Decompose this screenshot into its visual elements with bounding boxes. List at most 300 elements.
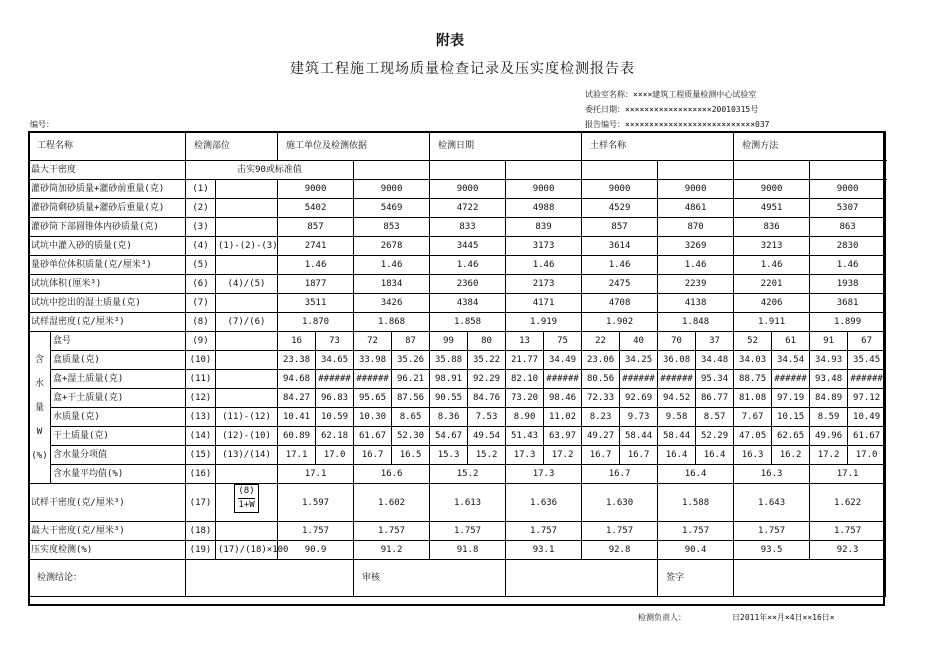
moisture-row-value: 82.10 xyxy=(506,370,544,389)
moisture-row-value: 34.49 xyxy=(544,351,582,370)
std-row-formula xyxy=(216,180,278,199)
moisture-average-value: 16.3 xyxy=(734,465,810,484)
compaction-index: (19) xyxy=(186,541,216,560)
std-row-value: 1.870 xyxy=(278,313,354,332)
moisture-row-value: 99 xyxy=(430,332,468,351)
std-row-value: 2475 xyxy=(582,275,658,294)
moisture-row-value: 35.88 xyxy=(430,351,468,370)
moisture-row-value: ###### xyxy=(848,370,886,389)
moisture-row-value: 11.02 xyxy=(544,408,582,427)
std-row xyxy=(29,256,886,275)
std-row-value: 3445 xyxy=(430,237,506,256)
moisture-row-label: 盒+湿土质量(克) xyxy=(51,370,186,389)
std-row-value: 1.899 xyxy=(810,313,886,332)
moisture-row-value: 13 xyxy=(506,332,544,351)
std-row-value: 5402 xyxy=(278,199,354,218)
moisture-row-value: 8.65 xyxy=(392,408,430,427)
std-row-value: 9000 xyxy=(430,180,506,199)
moisture-row-value: ###### xyxy=(354,370,392,389)
moisture-row-value: 98.46 xyxy=(544,389,582,408)
moisture-average-index: (16) xyxy=(186,465,216,484)
std-row-value: 853 xyxy=(354,218,430,237)
moisture-row-value: 21.77 xyxy=(506,351,544,370)
moisture-row-value: ###### xyxy=(620,370,658,389)
moisture-row-index: (9) xyxy=(186,332,216,351)
std-row-value: 836 xyxy=(734,218,810,237)
std-row-index: (5) xyxy=(186,256,216,275)
moisture-row-value: 91 xyxy=(810,332,848,351)
moisture-row-value: ###### xyxy=(772,370,810,389)
moisture-row-value: 58.44 xyxy=(620,427,658,446)
std-row-value: 1.919 xyxy=(506,313,582,332)
moisture-row-value: 34.48 xyxy=(696,351,734,370)
std-row-value: 1834 xyxy=(354,275,430,294)
moisture-row-value: 10.15 xyxy=(772,408,810,427)
max-value: 1.757 xyxy=(582,522,658,541)
moisture-row-value: 16.7 xyxy=(620,446,658,465)
std-row-value: 3614 xyxy=(582,237,658,256)
fraction-denominator: 1+W xyxy=(238,500,255,510)
compaction-value: 92.8 xyxy=(582,541,658,560)
footer-sign-value xyxy=(734,560,886,597)
std-row-label: 试坑中挖出的湿土质量(克) xyxy=(29,294,186,313)
std-row-label: 试样湿密度(克/厘米³) xyxy=(29,313,186,332)
footer-review-value xyxy=(506,560,658,597)
moisture-side-char: (%) xyxy=(31,450,48,461)
header-right-line-2: 委托日期：××××××××××××××××××20010315号 xyxy=(585,105,759,114)
std-row-formula xyxy=(216,294,278,313)
moisture-row-value: 70 xyxy=(658,332,696,351)
moisture-row-value: 73 xyxy=(316,332,354,351)
moisture-row-value: 17.0 xyxy=(316,446,354,465)
moisture-row-value: 16.3 xyxy=(734,446,772,465)
document-title: 建筑工程施工现场质量检查记录及压实度检测报告表 xyxy=(290,61,635,77)
moisture-row xyxy=(29,351,886,370)
moisture-row-value: 34.93 xyxy=(810,351,848,370)
std-row-value: 3173 xyxy=(506,237,582,256)
moisture-row-value: ###### xyxy=(658,370,696,389)
moisture-row-value: 80.56 xyxy=(582,370,620,389)
row0-value: 击实90或标准值 xyxy=(186,161,354,180)
moisture-row-value: 58.44 xyxy=(658,427,696,446)
max-value: 1.757 xyxy=(658,522,734,541)
dry-density-formula xyxy=(216,484,278,522)
moisture-row-label: 盒号 xyxy=(51,332,186,351)
std-row-value: 2678 xyxy=(354,237,430,256)
header-soil-name: 土样名称 xyxy=(582,132,734,161)
max-value: 1.757 xyxy=(354,522,430,541)
std-row-value: 9000 xyxy=(582,180,658,199)
moisture-row-value: 93.48 xyxy=(810,370,848,389)
max-value: 1.757 xyxy=(506,522,582,541)
moisture-average-value: 15.2 xyxy=(430,465,506,484)
std-row-formula: (7)/(6) xyxy=(216,313,278,332)
max-index: (18) xyxy=(186,522,216,541)
std-row-label: 灌砂筒剩砂质量+灌砂后重量(克) xyxy=(29,199,186,218)
moisture-row-value: 51.43 xyxy=(506,427,544,446)
std-row-value: 4171 xyxy=(506,294,582,313)
std-row-value: 2239 xyxy=(658,275,734,294)
moisture-side-char: 含 xyxy=(34,354,44,365)
moisture-row-value: 62.65 xyxy=(772,427,810,446)
std-row-value: 833 xyxy=(430,218,506,237)
moisture-row-value: 96.21 xyxy=(392,370,430,389)
moisture-row-value: 61.67 xyxy=(848,427,886,446)
moisture-row-value: 98.91 xyxy=(430,370,468,389)
moisture-row-value: 92.29 xyxy=(468,370,506,389)
moisture-row-value: 67 xyxy=(848,332,886,351)
std-row xyxy=(29,275,886,294)
moisture-row-value: 88.75 xyxy=(734,370,772,389)
max-formula xyxy=(216,522,278,541)
moisture-section-label xyxy=(29,332,51,484)
moisture-row-value: 8.23 xyxy=(582,408,620,427)
std-row-formula: (1)-(2)-(3) xyxy=(216,237,278,256)
moisture-row-index: (11) xyxy=(186,370,216,389)
moisture-row-label: 盒质量(克) xyxy=(51,351,186,370)
moisture-row-value: 8.59 xyxy=(810,408,848,427)
max-value: 1.757 xyxy=(430,522,506,541)
std-row-value: 4861 xyxy=(658,199,734,218)
top-mark: 附表 xyxy=(436,33,464,49)
moisture-row-label: 干土质量(克) xyxy=(51,427,186,446)
compaction-formula: (17)/(18)×100 xyxy=(216,541,278,560)
moisture-row-value: ###### xyxy=(544,370,582,389)
header-project-name: 工程名称 xyxy=(29,132,186,161)
max-value: 1.757 xyxy=(734,522,810,541)
moisture-row-value: 96.83 xyxy=(316,389,354,408)
moisture-row-value: 47.05 xyxy=(734,427,772,446)
moisture-row-value: 17.2 xyxy=(810,446,848,465)
std-row-value: 9000 xyxy=(810,180,886,199)
header-test-method: 检测方法 xyxy=(734,132,886,161)
moisture-row-formula: (12)-(10) xyxy=(216,427,278,446)
header-left-label: 编号： xyxy=(30,120,54,129)
moisture-row-value: 49.54 xyxy=(468,427,506,446)
moisture-row xyxy=(29,427,886,446)
moisture-row-value: 49.96 xyxy=(810,427,848,446)
dry-density-value: 1.643 xyxy=(734,484,810,522)
moisture-row-value: 97.19 xyxy=(772,389,810,408)
moisture-average-value: 17.1 xyxy=(810,465,886,484)
max-density-note-row xyxy=(29,161,886,180)
header-test-location: 检测部位 xyxy=(186,132,278,161)
std-row-formula: (4)/(5) xyxy=(216,275,278,294)
moisture-row-value: 49.27 xyxy=(582,427,620,446)
moisture-row-value: 35.45 xyxy=(848,351,886,370)
footer-sign-label: 签字 xyxy=(658,560,734,597)
moisture-row-value: 17.3 xyxy=(506,446,544,465)
moisture-row-value: 63.97 xyxy=(544,427,582,446)
moisture-row-value: 17.2 xyxy=(544,446,582,465)
std-row-label: 灌砂筒下部圆锥体内砂质量(克) xyxy=(29,218,186,237)
footer-row xyxy=(29,560,886,597)
footer-inspector-label: 检测负责人： xyxy=(638,613,686,622)
std-row-value: 2360 xyxy=(430,275,506,294)
compaction-value: 90.9 xyxy=(278,541,354,560)
moisture-row-value: 94.52 xyxy=(658,389,696,408)
moisture-row-value: 34.65 xyxy=(316,351,354,370)
moisture-average-value: 16.4 xyxy=(658,465,734,484)
moisture-row-value: 10.49 xyxy=(848,408,886,427)
moisture-row-value: 34.03 xyxy=(734,351,772,370)
moisture-row-value: 62.18 xyxy=(316,427,354,446)
moisture-row-value: 95.65 xyxy=(354,389,392,408)
std-row-value: 1.46 xyxy=(582,256,658,275)
moisture-row-index: (12) xyxy=(186,389,216,408)
moisture-row-value: ###### xyxy=(316,370,354,389)
moisture-row-value: 23.06 xyxy=(582,351,620,370)
moisture-average-value: 16.6 xyxy=(354,465,430,484)
max-label: 最大干密度(克/厘米³) xyxy=(29,522,186,541)
moisture-row-value: 17.0 xyxy=(848,446,886,465)
moisture-row-value: 81.08 xyxy=(734,389,772,408)
compaction-value: 91.8 xyxy=(430,541,506,560)
std-row-index: (6) xyxy=(186,275,216,294)
std-row-value: 1.848 xyxy=(658,313,734,332)
std-row-value: 1.858 xyxy=(430,313,506,332)
moisture-row-value: 8.36 xyxy=(430,408,468,427)
std-row-value: 2830 xyxy=(810,237,886,256)
moisture-average-label: 含水量平均值(%) xyxy=(51,465,186,484)
moisture-row-value: 87.56 xyxy=(392,389,430,408)
std-row-value: 9000 xyxy=(658,180,734,199)
std-row-value: 1.902 xyxy=(582,313,658,332)
std-row-index: (4) xyxy=(186,237,216,256)
moisture-row-value: 16.2 xyxy=(772,446,810,465)
std-row-value: 4722 xyxy=(430,199,506,218)
std-row-formula xyxy=(216,256,278,275)
compaction-row xyxy=(29,541,886,560)
moisture-row-value: 73.20 xyxy=(506,389,544,408)
moisture-row-value: 35.22 xyxy=(468,351,506,370)
std-row-value: 5307 xyxy=(810,199,886,218)
std-row-value: 3426 xyxy=(354,294,430,313)
moisture-row-formula xyxy=(216,370,278,389)
std-row-value: 9000 xyxy=(278,180,354,199)
moisture-row-formula: (13)/(14) xyxy=(216,446,278,465)
moisture-average-value: 17.1 xyxy=(278,465,354,484)
moisture-row-value: 15.3 xyxy=(430,446,468,465)
moisture-row-value: 34.54 xyxy=(772,351,810,370)
std-row-value: 3511 xyxy=(278,294,354,313)
std-row-value: 2741 xyxy=(278,237,354,256)
std-row-value: 2173 xyxy=(506,275,582,294)
moisture-row-value: 9.73 xyxy=(620,408,658,427)
moisture-row-formula xyxy=(216,351,278,370)
std-row-label: 试坑中灌入砂的质量(克) xyxy=(29,237,186,256)
moisture-row-value: 33.98 xyxy=(354,351,392,370)
footer-conclusion-value xyxy=(186,560,354,597)
moisture-side-char: 量 xyxy=(34,402,44,413)
moisture-row-value: 52 xyxy=(734,332,772,351)
moisture-row-value: 16.4 xyxy=(696,446,734,465)
moisture-row-value: 34.25 xyxy=(620,351,658,370)
moisture-row-value: 10.41 xyxy=(278,408,316,427)
moisture-row-index: (10) xyxy=(186,351,216,370)
compaction-label: 压实度检测(%) xyxy=(29,541,186,560)
std-row-value: 9000 xyxy=(354,180,430,199)
moisture-side-char: W xyxy=(36,426,43,437)
table-header-row xyxy=(29,132,886,161)
moisture-average-value: 16.7 xyxy=(582,465,658,484)
moisture-row-value: 72.33 xyxy=(582,389,620,408)
moisture-row-formula xyxy=(216,389,278,408)
row0-label: 最大干密度 xyxy=(29,161,186,180)
std-row-value: 1877 xyxy=(278,275,354,294)
moisture-row-formula xyxy=(216,332,278,351)
moisture-row-value: 84.89 xyxy=(810,389,848,408)
std-row-value: 3269 xyxy=(658,237,734,256)
std-row-value: 4206 xyxy=(734,294,810,313)
moisture-row-value: 7.53 xyxy=(468,408,506,427)
std-row-value: 4384 xyxy=(430,294,506,313)
std-row-value: 4138 xyxy=(658,294,734,313)
std-row-value: 1.46 xyxy=(810,256,886,275)
max-value: 1.757 xyxy=(278,522,354,541)
std-row-value: 1.46 xyxy=(506,256,582,275)
std-row-formula xyxy=(216,199,278,218)
dry-density-value: 1.630 xyxy=(582,484,658,522)
max-value: 1.757 xyxy=(810,522,886,541)
moisture-row-label: 水质量(克) xyxy=(51,408,186,427)
moisture-row-value: 52.29 xyxy=(696,427,734,446)
std-row-value: 1.46 xyxy=(278,256,354,275)
std-row xyxy=(29,313,886,332)
std-row-label: 试坑体积(厘米³) xyxy=(29,275,186,294)
std-row-value: 857 xyxy=(278,218,354,237)
dry-density-value: 1.597 xyxy=(278,484,354,522)
moisture-row-value: 80 xyxy=(468,332,506,351)
std-row-label: 量砂单位体积质量(克/厘米³) xyxy=(29,256,186,275)
std-row-value: 3681 xyxy=(810,294,886,313)
moisture-side-char: 水 xyxy=(34,378,44,389)
max-density-row xyxy=(29,522,886,541)
moisture-row-value: 35.26 xyxy=(392,351,430,370)
footer-conclusion-label: 检测结论： xyxy=(29,560,186,597)
moisture-row-value: 17.1 xyxy=(278,446,316,465)
std-row-value: 870 xyxy=(658,218,734,237)
moisture-row-value: 52.30 xyxy=(392,427,430,446)
std-row-index: (7) xyxy=(186,294,216,313)
std-row-value: 4708 xyxy=(582,294,658,313)
std-row-value: 5469 xyxy=(354,199,430,218)
moisture-row-value: 60.89 xyxy=(278,427,316,446)
moisture-row-value: 54.67 xyxy=(430,427,468,446)
moisture-row-value: 97.12 xyxy=(848,389,886,408)
moisture-row-value: 90.55 xyxy=(430,389,468,408)
header-right-line-3: 报告编号：×××××××××××××××××××××××××××037 xyxy=(585,120,770,129)
dry-density-value: 1.613 xyxy=(430,484,506,522)
std-row-value: 1.911 xyxy=(734,313,810,332)
header-contractor-basis: 施工单位及检测依据 xyxy=(278,132,430,161)
std-row-value: 3213 xyxy=(734,237,810,256)
moisture-row-index: (15) xyxy=(186,446,216,465)
std-row-value: 1.868 xyxy=(354,313,430,332)
std-row-formula xyxy=(216,218,278,237)
moisture-row-value: 16.7 xyxy=(354,446,392,465)
moisture-row xyxy=(29,446,886,465)
moisture-row-value: 37 xyxy=(696,332,734,351)
compaction-value: 93.1 xyxy=(506,541,582,560)
header-right-line-1: 试验室名称：××××建筑工程质量检测中心试验室 xyxy=(585,90,757,99)
std-row-value: 2201 xyxy=(734,275,810,294)
moisture-row-value: 40 xyxy=(620,332,658,351)
moisture-row-value: 61 xyxy=(772,332,810,351)
moisture-row-value: 8.90 xyxy=(506,408,544,427)
moisture-row-label: 含水量分项值 xyxy=(51,446,186,465)
moisture-row-value: 16.5 xyxy=(392,446,430,465)
moisture-row-value: 22 xyxy=(582,332,620,351)
std-row xyxy=(29,180,886,199)
moisture-row-value: 16 xyxy=(278,332,316,351)
moisture-row-value: 72 xyxy=(354,332,392,351)
moisture-row xyxy=(29,370,886,389)
std-row-value: 1.46 xyxy=(658,256,734,275)
compaction-value: 93.5 xyxy=(734,541,810,560)
moisture-row-value: 7.67 xyxy=(734,408,772,427)
std-row-value: 863 xyxy=(810,218,886,237)
test-report-table xyxy=(28,131,886,597)
std-row-value: 4529 xyxy=(582,199,658,218)
std-row-value: 9000 xyxy=(506,180,582,199)
moisture-row-value: 15.2 xyxy=(468,446,506,465)
dry-density-value: 1.588 xyxy=(658,484,734,522)
moisture-row-value: 16.4 xyxy=(658,446,696,465)
moisture-row-value: 8.57 xyxy=(696,408,734,427)
moisture-row-value: 10.59 xyxy=(316,408,354,427)
moisture-row-value: 61.67 xyxy=(354,427,392,446)
moisture-average-formula xyxy=(216,465,278,484)
dry-density-row xyxy=(29,484,886,522)
dry-density-value: 1.622 xyxy=(810,484,886,522)
std-row-index: (3) xyxy=(186,218,216,237)
moisture-row-value: 23.38 xyxy=(278,351,316,370)
moisture-row-value: 9.58 xyxy=(658,408,696,427)
std-row-value: 1.46 xyxy=(354,256,430,275)
moisture-row-value: 92.69 xyxy=(620,389,658,408)
std-row-value: 839 xyxy=(506,218,582,237)
footer-review-label: 审核 xyxy=(354,560,506,597)
std-row-value: 4988 xyxy=(506,199,582,218)
moisture-row-index: (13) xyxy=(186,408,216,427)
moisture-row-value: 94.68 xyxy=(278,370,316,389)
moisture-row-value: 36.08 xyxy=(658,351,696,370)
dry-density-label: 试样干密度(克/厘米³) xyxy=(29,484,186,522)
fraction-numerator: (8) xyxy=(238,485,254,499)
std-row-value: 9000 xyxy=(734,180,810,199)
std-row xyxy=(29,199,886,218)
std-row-value: 1938 xyxy=(810,275,886,294)
header-test-date: 检测日期 xyxy=(430,132,582,161)
compaction-value: 90.4 xyxy=(658,541,734,560)
moisture-average-value: 17.3 xyxy=(506,465,582,484)
std-row-index: (1) xyxy=(186,180,216,199)
moisture-row-value: 84.76 xyxy=(468,389,506,408)
moisture-row-value: 86.77 xyxy=(696,389,734,408)
moisture-average-row xyxy=(29,465,886,484)
moisture-row-label: 盒+干土质量(克) xyxy=(51,389,186,408)
moisture-row-index: (14) xyxy=(186,427,216,446)
std-row-index: (8) xyxy=(186,313,216,332)
moisture-row-value: 84.27 xyxy=(278,389,316,408)
moisture-row xyxy=(29,332,886,351)
dry-density-index: (17) xyxy=(186,484,216,522)
moisture-row-value: 95.34 xyxy=(696,370,734,389)
std-row-value: 4951 xyxy=(734,199,810,218)
std-row-value: 857 xyxy=(582,218,658,237)
std-row-index: (2) xyxy=(186,199,216,218)
